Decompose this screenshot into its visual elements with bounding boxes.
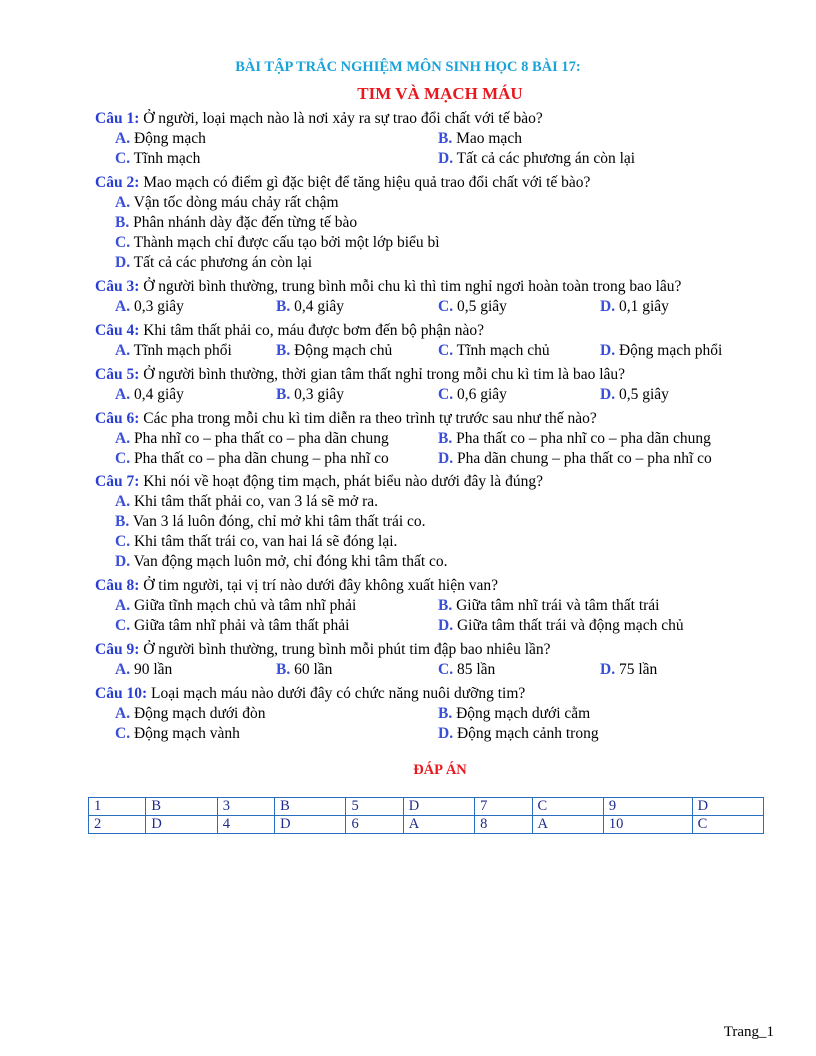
question-7 <box>95 472 543 492</box>
option-c <box>115 149 200 169</box>
option-letter: C. <box>115 533 131 550</box>
option-c <box>115 233 440 253</box>
option-letter: C. <box>115 617 131 634</box>
option-letter: B. <box>438 430 453 447</box>
option-letter: C. <box>438 298 454 315</box>
option-d <box>115 552 448 572</box>
question-text: Khi nói về hoạt động tim mạch, phát biểu nào dưới đây là đúng? <box>139 473 543 490</box>
question-label: Câu 5: <box>95 366 140 383</box>
option-text: 0,1 giây <box>615 298 669 315</box>
question-text: Ở người bình thường, trung bình mỗi phút tim đập bao nhiêu lần? <box>139 641 551 658</box>
answer-letter: A <box>532 816 603 834</box>
option-text: Tất cả các phương án còn lại <box>453 150 636 167</box>
worksheet-title: BÀI TẬP TRẮC NGHIỆM MÔN SINH HỌC 8 BÀI 17: <box>235 59 581 75</box>
question-label: Câu 2: <box>95 174 140 191</box>
option-letter: D. <box>438 617 454 634</box>
option-letter: C. <box>438 342 454 359</box>
option-b <box>438 129 522 149</box>
question-label: Câu 6: <box>95 410 140 427</box>
question-text: Loại mạch máu nào dưới đây có chức năng nuôi dưỡng tim? <box>147 685 526 702</box>
option-c <box>438 660 495 680</box>
answer-question-number: 10 <box>603 816 692 834</box>
option-text: Tất cả các phương án còn lại <box>130 254 313 271</box>
option-letter: C. <box>115 234 131 251</box>
question-label: Câu 9: <box>95 641 140 658</box>
option-letter: C. <box>115 725 131 742</box>
option-letter: B. <box>438 597 453 614</box>
option-letter: A. <box>115 298 131 315</box>
option-d <box>600 341 722 361</box>
answer-letter: D <box>275 816 346 834</box>
option-letter: B. <box>276 661 291 678</box>
option-text: Giữa tâm nhĩ phải và tâm thất phải <box>130 617 350 634</box>
option-letter: D. <box>438 725 454 742</box>
option-text: Phân nhánh dày đặc đến từng tế bào <box>129 214 358 231</box>
option-letter: C. <box>438 386 454 403</box>
question-label: Câu 10: <box>95 685 148 702</box>
question-text: Khi tâm thất phải co, máu được bơm đến bộ phận nào? <box>139 322 484 339</box>
option-text: Tĩnh mạch chủ <box>453 342 550 359</box>
page-number: Trang_1 <box>723 1024 774 1040</box>
option-a <box>115 297 184 317</box>
answer-question-number: 9 <box>603 798 692 816</box>
answer-question-number: 5 <box>346 798 403 816</box>
option-text: Động mạch dưới cằm <box>452 705 591 722</box>
option-d <box>438 616 684 636</box>
question-5 <box>95 365 625 385</box>
option-text: 75 lần <box>615 661 658 678</box>
option-c <box>115 616 349 636</box>
option-text: 0,5 giây <box>615 386 669 403</box>
question-label: Câu 8: <box>95 577 140 594</box>
question-text: Ở người bình thường, thời gian tâm thất nghỉ trong mỗi chu kì tim là bao lâu? <box>139 366 626 383</box>
option-letter: A. <box>115 597 131 614</box>
question-label: Câu 4: <box>95 322 140 339</box>
question-10 <box>95 684 525 704</box>
question-label: Câu 1: <box>95 110 140 127</box>
option-letter: D. <box>600 386 616 403</box>
option-b <box>276 297 344 317</box>
option-c <box>115 724 240 744</box>
option-a <box>115 596 356 616</box>
answer-letter: C <box>692 816 763 834</box>
option-d <box>438 449 712 469</box>
option-text: Động mạch dưới đòn <box>130 705 266 722</box>
answer-question-number: 3 <box>217 798 274 816</box>
option-d <box>438 724 599 744</box>
option-d <box>115 253 312 273</box>
question-6 <box>95 409 597 429</box>
option-letter: A. <box>115 705 131 722</box>
option-letter: A. <box>115 493 131 510</box>
answer-question-number: 8 <box>475 816 532 834</box>
option-letter: A. <box>115 386 131 403</box>
question-4 <box>95 321 484 341</box>
option-text: 90 lần <box>130 661 173 678</box>
option-text: Khi tâm thất phải co, van 3 lá sẽ mở ra. <box>130 493 379 510</box>
option-a <box>115 660 172 680</box>
option-d <box>600 297 669 317</box>
option-text: Động mạch cảnh trong <box>453 725 599 742</box>
answer-letter: B <box>146 798 217 816</box>
option-c <box>115 532 397 552</box>
option-letter: D. <box>600 342 616 359</box>
option-a <box>115 129 206 149</box>
answer-question-number: 2 <box>89 816 146 834</box>
option-letter: B. <box>438 705 453 722</box>
option-a <box>115 704 266 724</box>
option-text: 0,5 giây <box>453 298 507 315</box>
option-b <box>276 660 332 680</box>
option-d <box>438 149 635 169</box>
option-text: Mao mạch <box>452 130 522 147</box>
option-text: Pha nhĩ co – pha thất co – pha dãn chung <box>130 430 389 447</box>
question-text: Các pha trong mỗi chu kì tim diễn ra theo trình tự trước sau như thế nào? <box>139 410 597 427</box>
question-label: Câu 7: <box>95 473 140 490</box>
option-text: Van 3 lá luôn đóng, chỉ mở khi tâm thất trái co. <box>129 513 426 530</box>
option-b <box>438 704 590 724</box>
option-letter: B. <box>276 342 291 359</box>
option-text: Giữa tâm nhĩ trái và tâm thất trái <box>452 597 660 614</box>
answer-letter: D <box>692 798 763 816</box>
answer-letter: D <box>146 816 217 834</box>
option-text: 0,4 giây <box>130 386 184 403</box>
question-text: Ở người, loại mạch nào là nơi xảy ra sự trao đổi chất với tế bào? <box>139 110 543 127</box>
answer-key-table <box>88 797 764 834</box>
option-text: Pha thất co – pha nhĩ co – pha dãn chung <box>452 430 711 447</box>
answer-row <box>89 798 764 816</box>
option-letter: C. <box>115 450 131 467</box>
option-letter: C. <box>438 661 454 678</box>
question-text: Ở người bình thường, trung bình mỗi chu kì thì tim nghỉ ngơi hoàn toàn trong bao lâu? <box>139 278 682 295</box>
option-text: Giữa tĩnh mạch chủ và tâm nhĩ phải <box>130 597 357 614</box>
option-text: Động mạch <box>130 130 206 147</box>
option-letter: B. <box>276 386 291 403</box>
option-letter: A. <box>115 194 131 211</box>
option-text: 0,3 giây <box>130 298 184 315</box>
option-c <box>438 385 507 405</box>
option-letter: D. <box>600 661 616 678</box>
question-8 <box>95 576 498 596</box>
option-c <box>115 449 389 469</box>
question-label: Câu 3: <box>95 278 140 295</box>
option-d <box>600 660 657 680</box>
option-letter: B. <box>276 298 291 315</box>
option-letter: D. <box>438 150 454 167</box>
option-letter: D. <box>115 254 131 271</box>
question-text: Ở tim người, tại vị trí nào dưới đây không xuất hiện van? <box>139 577 498 594</box>
option-text: 0,6 giây <box>453 386 507 403</box>
option-a <box>115 341 232 361</box>
option-b <box>115 213 357 233</box>
option-text: 0,3 giây <box>290 386 345 403</box>
question-3 <box>95 277 681 297</box>
question-text: Mao mạch có điểm gì đặc biệt để tăng hiệu quả trao đổi chất với tế bào? <box>139 174 591 191</box>
option-letter: B. <box>115 513 130 530</box>
question-1 <box>95 109 543 129</box>
answer-letter: C <box>532 798 603 816</box>
option-text: Tĩnh mạch <box>130 150 201 167</box>
option-b <box>276 385 344 405</box>
option-text: Động mạch vành <box>130 725 240 742</box>
option-letter: A. <box>115 661 131 678</box>
option-a <box>115 429 389 449</box>
option-letter: D. <box>115 553 131 570</box>
answer-letter: B <box>275 798 346 816</box>
option-letter: B. <box>438 130 453 147</box>
option-b <box>438 429 711 449</box>
answer-question-number: 7 <box>475 798 532 816</box>
option-text: Vận tốc dòng máu chảy rất chậm <box>130 194 339 211</box>
option-text: Van động mạch luôn mở, chỉ đóng khi tâm thất co. <box>130 553 448 570</box>
option-text: Khi tâm thất trái co, van hai lá sẽ đóng lại. <box>130 533 398 550</box>
option-a <box>115 492 378 512</box>
option-text: Pha thất co – pha dãn chung – pha nhĩ co <box>130 450 389 467</box>
option-text: 0,4 giây <box>290 298 345 315</box>
option-text: Động mạch chủ <box>290 342 393 359</box>
option-c <box>438 297 507 317</box>
option-b <box>115 512 426 532</box>
answer-question-number: 4 <box>217 816 274 834</box>
option-letter: A. <box>115 430 131 447</box>
question-9 <box>95 640 551 660</box>
answer-row <box>89 816 764 834</box>
option-letter: B. <box>115 214 130 231</box>
answer-letter: D <box>403 798 474 816</box>
option-letter: A. <box>115 342 131 359</box>
answer-letter: A <box>403 816 474 834</box>
option-letter: A. <box>115 130 131 147</box>
answer-question-number: 6 <box>346 816 403 834</box>
option-a <box>115 193 339 213</box>
option-text: Động mạch phổi <box>615 342 723 359</box>
option-text: Tĩnh mạch phổi <box>130 342 232 359</box>
option-b <box>276 341 392 361</box>
option-letter: D. <box>600 298 616 315</box>
option-text: 85 lần <box>453 661 496 678</box>
question-2 <box>95 173 590 193</box>
option-b <box>438 596 659 616</box>
option-letter: D. <box>438 450 454 467</box>
option-a <box>115 385 184 405</box>
option-c <box>438 341 550 361</box>
option-text: Pha dãn chung – pha thất co – pha nhĩ co <box>453 450 712 467</box>
option-text: Thành mạch chỉ được cấu tạo bởi một lớp biểu bì <box>130 234 440 251</box>
option-text: Giữa tâm thất trái và động mạch chủ <box>453 617 684 634</box>
option-d <box>600 385 669 405</box>
worksheet-subtitle: TIM VÀ MẠCH MÁU <box>357 84 523 103</box>
option-text: 60 lần <box>290 661 333 678</box>
option-letter: C. <box>115 150 131 167</box>
answer-question-number: 1 <box>89 798 146 816</box>
answer-key-title: ĐÁP ÁN <box>413 762 467 778</box>
